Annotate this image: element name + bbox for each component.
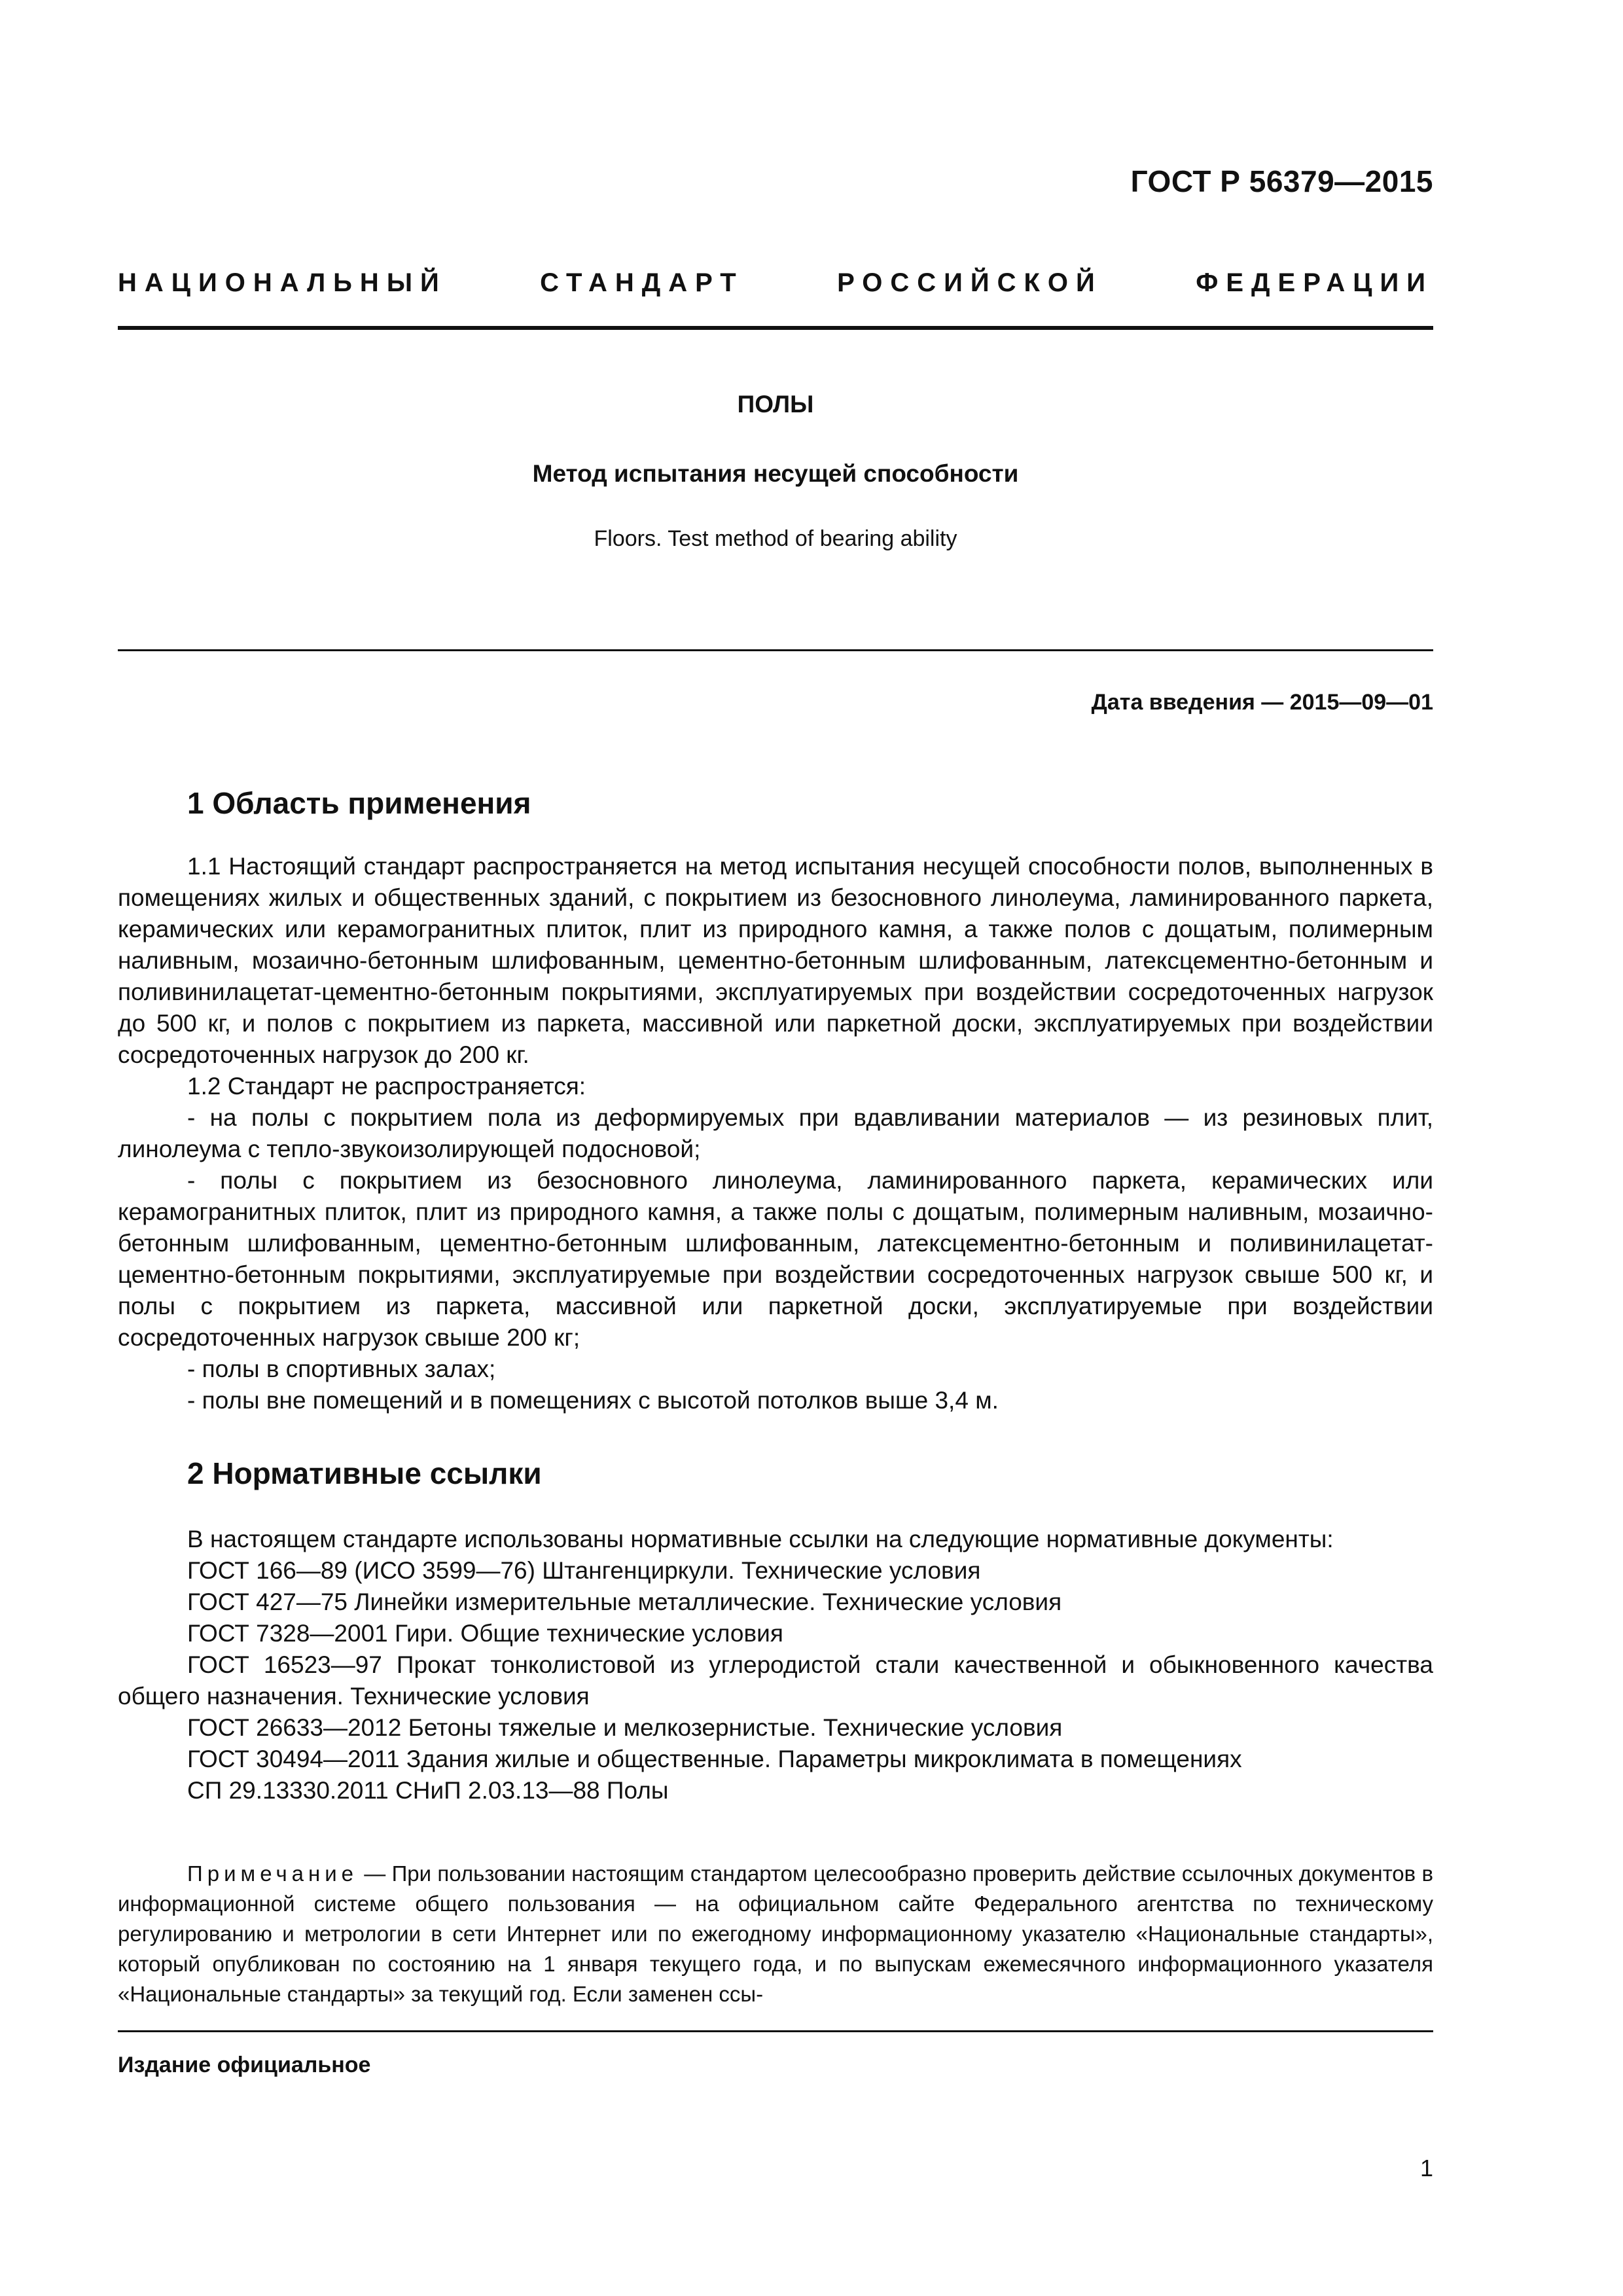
paragraph: В настоящем стандарте использованы нормативные ссылки на следующие нормативные документы:	[187, 1526, 1334, 1552]
paragraph: - полы вне помещений и в помещениях с высотой потолков выше 3,4 м.	[187, 1387, 999, 1414]
paragraph: - на полы с покрытием пола из деформируемых при вдавливании материалов — из резиновых плит, линолеума с тепло-звукоизолирующей подосновой;	[118, 1104, 1433, 1162]
banner-word: ФЕДЕРАЦИИ	[1196, 268, 1433, 297]
reference-item: СП 29.13330.2011 СНиП 2.03.13—88 Полы	[187, 1777, 669, 1804]
document-subtitle: Метод испытания несущей способности	[532, 460, 1019, 487]
english-title: Floors. Test method of bearing ability	[594, 526, 957, 551]
paragraph: 1.1 Настоящий стандарт распространяется на метод испытания несущей способности полов, выполненных в помещениях жилых и общественных зданий, с покрытием из безосновного линолеума, ламинированного паркета, керамических или керамогранитных плиток, плит из природного камня, а также полов с дощатым, полимерным наливным, мозаично-бетонным шлифованным, цементно-бетонным шлифованным, латексцементно-бетонным и поливинилацетат-цементно-бетонным покрытиями, эксплуатируемых при воздействии сосредоточенных нагрузок до 500 кг, и полов с покрытием из паркета, массивной или паркетной доски, эксплуатируемых при воздействии сосредоточенных нагрузок до 200 кг.	[118, 853, 1433, 1068]
title-divider	[118, 649, 1433, 651]
document-number: ГОСТ Р 56379—2015	[1130, 164, 1433, 198]
banner-word: РОССИЙСКОЙ	[837, 268, 1103, 297]
reference-item: ГОСТ 166—89 (ИСО 3599—76) Штангенциркули. Технические условия	[187, 1557, 981, 1584]
reference-item: ГОСТ 26633—2012 Бетоны тяжелые и мелкозернистые. Технические условия	[187, 1714, 1063, 1741]
section-1-body	[118, 851, 1433, 1416]
page-number: 1	[1419, 2155, 1433, 2181]
banner-word: СТАНДАРТ	[540, 268, 744, 297]
reference-item: ГОСТ 427—75 Линейки измерительные металлические. Технические условия	[187, 1588, 1062, 1615]
introduction-date: Дата введения — 2015—09—01	[1091, 690, 1433, 715]
note-text: — При пользовании настоящим стандартом целесообразно проверить действие ссылочных документов в информационной системе общего пользования — на официальном сайте Федерального агентства по техническому регулированию и метрологии в сети Интернет или по ежегодному информационному указателю «Национальные стандарты», который опубликован по состоянию на 1 января текущего года, и по выпускам ежемесячного информационного указателя «Национальные стандарты» за текущий год. Если заменен ссы-	[118, 1861, 1433, 2006]
footer-divider	[118, 2030, 1433, 2032]
note-block	[118, 1859, 1433, 2009]
reference-item: ГОСТ 16523—97 Прокат тонколистовой из углеродистой стали качественной и обыкновенного качества общего назначения. Технические условия	[118, 1651, 1433, 1710]
section-2-heading: 2 Нормативные ссылки	[187, 1456, 542, 1490]
section-2-body	[118, 1524, 1433, 1806]
paragraph: 1.2 Стандарт не распространяется:	[187, 1073, 586, 1100]
section-1-heading: 1 Область применения	[187, 786, 531, 820]
header-divider	[118, 326, 1433, 330]
edition-label: Издание официальное	[118, 2053, 371, 2077]
banner-word: НАЦИОНАЛЬНЫЙ	[118, 268, 447, 297]
document-title: ПОЛЫ	[737, 391, 814, 418]
note-label: Примечание	[187, 1861, 359, 1886]
reference-item: ГОСТ 30494—2011 Здания жилые и общественные. Параметры микроклимата в помещениях	[187, 1746, 1242, 1772]
national-standard-banner	[118, 268, 1433, 298]
reference-item: ГОСТ 7328—2001 Гири. Общие технические условия	[187, 1620, 783, 1647]
paragraph: - полы с покрытием из безосновного линолеума, ламинированного паркета, керамических или керамогранитных плиток, плит из природного камня, а также полы с дощатым, полимерным наливным, мозаично-бетонным шлифованным, цементно-бетонным шлифованным, латексцементно-бетонным и поливинилацетат-цементно-бетонным покрытиями, эксплуатируемые при воздействии сосредоточенных нагрузок свыше 500 кг, и полы с покрытием из паркета, массивной или паркетной доски, эксплуатируемые при воздействии сосредоточенных нагрузок свыше 200 кг;	[118, 1167, 1433, 1351]
paragraph: - полы в спортивных залах;	[187, 1355, 496, 1382]
